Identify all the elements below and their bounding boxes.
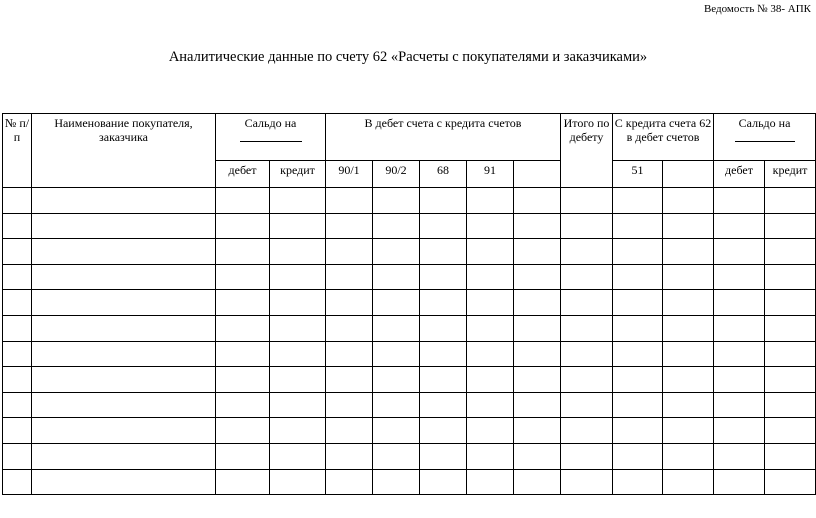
sub-opening-debit: дебет	[216, 161, 270, 188]
col-debit-total-header: Итого по дебету	[561, 114, 613, 188]
table-cell	[326, 264, 373, 290]
table-cell	[3, 264, 32, 290]
table-cell	[270, 213, 326, 239]
table-cell	[613, 239, 663, 265]
table-cell	[765, 443, 816, 469]
table-cell	[613, 469, 663, 495]
table-cell	[326, 418, 373, 444]
table-row	[3, 418, 816, 444]
table-cell	[270, 392, 326, 418]
table-cell	[714, 213, 765, 239]
table-cell	[32, 443, 216, 469]
table-cell	[216, 264, 270, 290]
table-cell	[765, 469, 816, 495]
table-cell	[32, 264, 216, 290]
table-cell	[326, 239, 373, 265]
table-cell	[32, 315, 216, 341]
table-cell	[561, 239, 613, 265]
table-cell	[613, 392, 663, 418]
table-cell	[514, 367, 561, 393]
table-cell	[373, 264, 420, 290]
table-cell	[216, 341, 270, 367]
table-cell	[765, 290, 816, 316]
sub-closing-debit: дебет	[714, 161, 765, 188]
table-cell	[613, 341, 663, 367]
table-cell	[467, 264, 514, 290]
table-cell	[326, 443, 373, 469]
table-cell	[3, 469, 32, 495]
table-cell	[32, 341, 216, 367]
table-cell	[32, 213, 216, 239]
table-cell	[270, 290, 326, 316]
table-cell	[663, 315, 714, 341]
table-cell	[326, 315, 373, 341]
sub-account-68: 68	[420, 161, 467, 188]
table-cell	[3, 315, 32, 341]
table-row	[3, 213, 816, 239]
table-cell	[467, 367, 514, 393]
table-cell	[514, 188, 561, 214]
table-cell	[32, 188, 216, 214]
table-cell	[561, 188, 613, 214]
col-debit-group-header: В дебет счета с кредита счетов	[326, 114, 561, 161]
col-closing-balance-header	[714, 114, 816, 161]
table-cell	[326, 341, 373, 367]
document-title: Аналитические данные по счету 62 «Расчеты с покупателями и заказчиками»	[168, 49, 648, 65]
closing-date-blank	[735, 130, 795, 142]
table-cell	[561, 469, 613, 495]
table-cell	[373, 239, 420, 265]
table-cell	[514, 315, 561, 341]
table-cell	[467, 290, 514, 316]
table-cell	[514, 213, 561, 239]
table-cell	[765, 367, 816, 393]
table-cell	[663, 367, 714, 393]
table-cell	[420, 188, 467, 214]
table-cell	[420, 367, 467, 393]
opening-date-blank	[240, 130, 302, 142]
table-cell	[663, 469, 714, 495]
table-cell	[216, 213, 270, 239]
sub-account-90-2: 90/2	[373, 161, 420, 188]
table-row	[3, 367, 816, 393]
table-cell	[3, 188, 32, 214]
table-cell	[3, 341, 32, 367]
table-cell	[3, 290, 32, 316]
opening-balance-label: Сальдо на	[244, 116, 297, 130]
table-cell	[663, 418, 714, 444]
table-cell	[3, 213, 32, 239]
table-cell	[216, 367, 270, 393]
table-cell	[373, 188, 420, 214]
table-body	[3, 188, 816, 495]
sub-account-90-1: 90/1	[326, 161, 373, 188]
table-cell	[613, 290, 663, 316]
table-cell	[663, 264, 714, 290]
table-cell	[420, 341, 467, 367]
table-cell	[420, 392, 467, 418]
table-cell	[663, 239, 714, 265]
table-cell	[514, 443, 561, 469]
table-row	[3, 392, 816, 418]
table-row	[3, 239, 816, 265]
table-cell	[420, 264, 467, 290]
table-cell	[467, 315, 514, 341]
table-cell	[420, 315, 467, 341]
table-cell	[561, 290, 613, 316]
table-cell	[714, 341, 765, 367]
table-cell	[32, 239, 216, 265]
table-cell	[613, 418, 663, 444]
table-cell	[714, 443, 765, 469]
table-cell	[663, 392, 714, 418]
sub-account-91: 91	[467, 161, 514, 188]
table-cell	[216, 392, 270, 418]
table-cell	[561, 315, 613, 341]
sub-account-blank	[514, 161, 561, 188]
table-cell	[765, 341, 816, 367]
table-cell	[514, 341, 561, 367]
table-cell	[373, 443, 420, 469]
table-cell	[270, 418, 326, 444]
table-cell	[32, 392, 216, 418]
table-cell	[514, 392, 561, 418]
document-reference: Ведомость № 38- АПК	[703, 3, 811, 15]
table-cell	[561, 418, 613, 444]
table-cell	[561, 443, 613, 469]
table-cell	[613, 367, 663, 393]
table-cell	[514, 239, 561, 265]
table-row	[3, 264, 816, 290]
sub-credit-blank	[663, 161, 714, 188]
table-cell	[420, 239, 467, 265]
table-cell	[467, 213, 514, 239]
table-cell	[270, 443, 326, 469]
table-cell	[270, 239, 326, 265]
table-cell	[32, 469, 216, 495]
table-cell	[467, 341, 514, 367]
table-cell	[765, 392, 816, 418]
table-cell	[663, 290, 714, 316]
table-cell	[765, 188, 816, 214]
table-cell	[613, 264, 663, 290]
table-cell	[373, 418, 420, 444]
table-cell	[613, 213, 663, 239]
table-cell	[3, 443, 32, 469]
table-cell	[613, 443, 663, 469]
table-row	[3, 469, 816, 495]
table-cell	[420, 443, 467, 469]
table-cell	[663, 341, 714, 367]
table-cell	[420, 290, 467, 316]
col-opening-balance-header	[216, 114, 326, 161]
table-cell	[373, 315, 420, 341]
table-cell	[714, 290, 765, 316]
table-cell	[3, 418, 32, 444]
table-header-row	[3, 114, 816, 161]
table-cell	[216, 188, 270, 214]
sub-closing-credit: кредит	[765, 161, 816, 188]
col-number-header: № п/п	[3, 114, 32, 188]
table-cell	[270, 341, 326, 367]
table-cell	[216, 469, 270, 495]
table-row	[3, 443, 816, 469]
table-cell	[714, 392, 765, 418]
table-cell	[714, 418, 765, 444]
table-cell	[613, 188, 663, 214]
table-cell	[216, 239, 270, 265]
table-cell	[326, 290, 373, 316]
table-cell	[714, 315, 765, 341]
table-cell	[420, 469, 467, 495]
table-cell	[216, 315, 270, 341]
table-cell	[270, 315, 326, 341]
table-cell	[561, 392, 613, 418]
analytics-table	[2, 113, 816, 495]
table-cell	[714, 188, 765, 214]
table-row	[3, 341, 816, 367]
table-cell	[467, 392, 514, 418]
table-cell	[326, 469, 373, 495]
table-cell	[467, 188, 514, 214]
table-cell	[3, 367, 32, 393]
sub-account-51: 51	[613, 161, 663, 188]
table-cell	[467, 418, 514, 444]
table-cell	[32, 367, 216, 393]
table-cell	[270, 188, 326, 214]
table-cell	[216, 443, 270, 469]
table-cell	[714, 264, 765, 290]
table-cell	[514, 469, 561, 495]
table-cell	[216, 290, 270, 316]
table-cell	[373, 341, 420, 367]
table-cell	[420, 418, 467, 444]
table-row	[3, 188, 816, 214]
table-cell	[373, 290, 420, 316]
table-cell	[3, 392, 32, 418]
table-cell	[373, 367, 420, 393]
table-cell	[765, 315, 816, 341]
table-cell	[216, 418, 270, 444]
table-cell	[714, 469, 765, 495]
table-cell	[326, 188, 373, 214]
table-cell	[467, 239, 514, 265]
table-cell	[326, 367, 373, 393]
table-cell	[663, 443, 714, 469]
table-cell	[663, 188, 714, 214]
closing-balance-label: Сальдо на	[738, 116, 791, 130]
table-cell	[514, 264, 561, 290]
table-cell	[270, 367, 326, 393]
table-cell	[765, 418, 816, 444]
table-cell	[270, 469, 326, 495]
table-cell	[765, 213, 816, 239]
table-cell	[714, 367, 765, 393]
table-cell	[373, 392, 420, 418]
table-row	[3, 315, 816, 341]
table-cell	[467, 469, 514, 495]
table-cell	[663, 213, 714, 239]
table-row	[3, 290, 816, 316]
table-cell	[467, 443, 514, 469]
table-cell	[561, 213, 613, 239]
table-cell	[561, 264, 613, 290]
table-cell	[326, 213, 373, 239]
sub-opening-credit: кредит	[270, 161, 326, 188]
table-cell	[373, 469, 420, 495]
table-cell	[420, 213, 467, 239]
col-customer-name-header: Наименование покупателя, заказчика	[32, 114, 216, 188]
table-cell	[514, 418, 561, 444]
table-cell	[326, 392, 373, 418]
col-credit-group-header: С кредита счета 62 в дебет счетов	[613, 114, 714, 161]
table-cell	[3, 239, 32, 265]
table-cell	[765, 239, 816, 265]
table-cell	[32, 418, 216, 444]
table-cell	[765, 264, 816, 290]
table-cell	[32, 290, 216, 316]
table-cell	[613, 315, 663, 341]
table-cell	[561, 367, 613, 393]
table-cell	[561, 341, 613, 367]
table-cell	[270, 264, 326, 290]
table-cell	[714, 239, 765, 265]
table-cell	[373, 213, 420, 239]
table-cell	[514, 290, 561, 316]
